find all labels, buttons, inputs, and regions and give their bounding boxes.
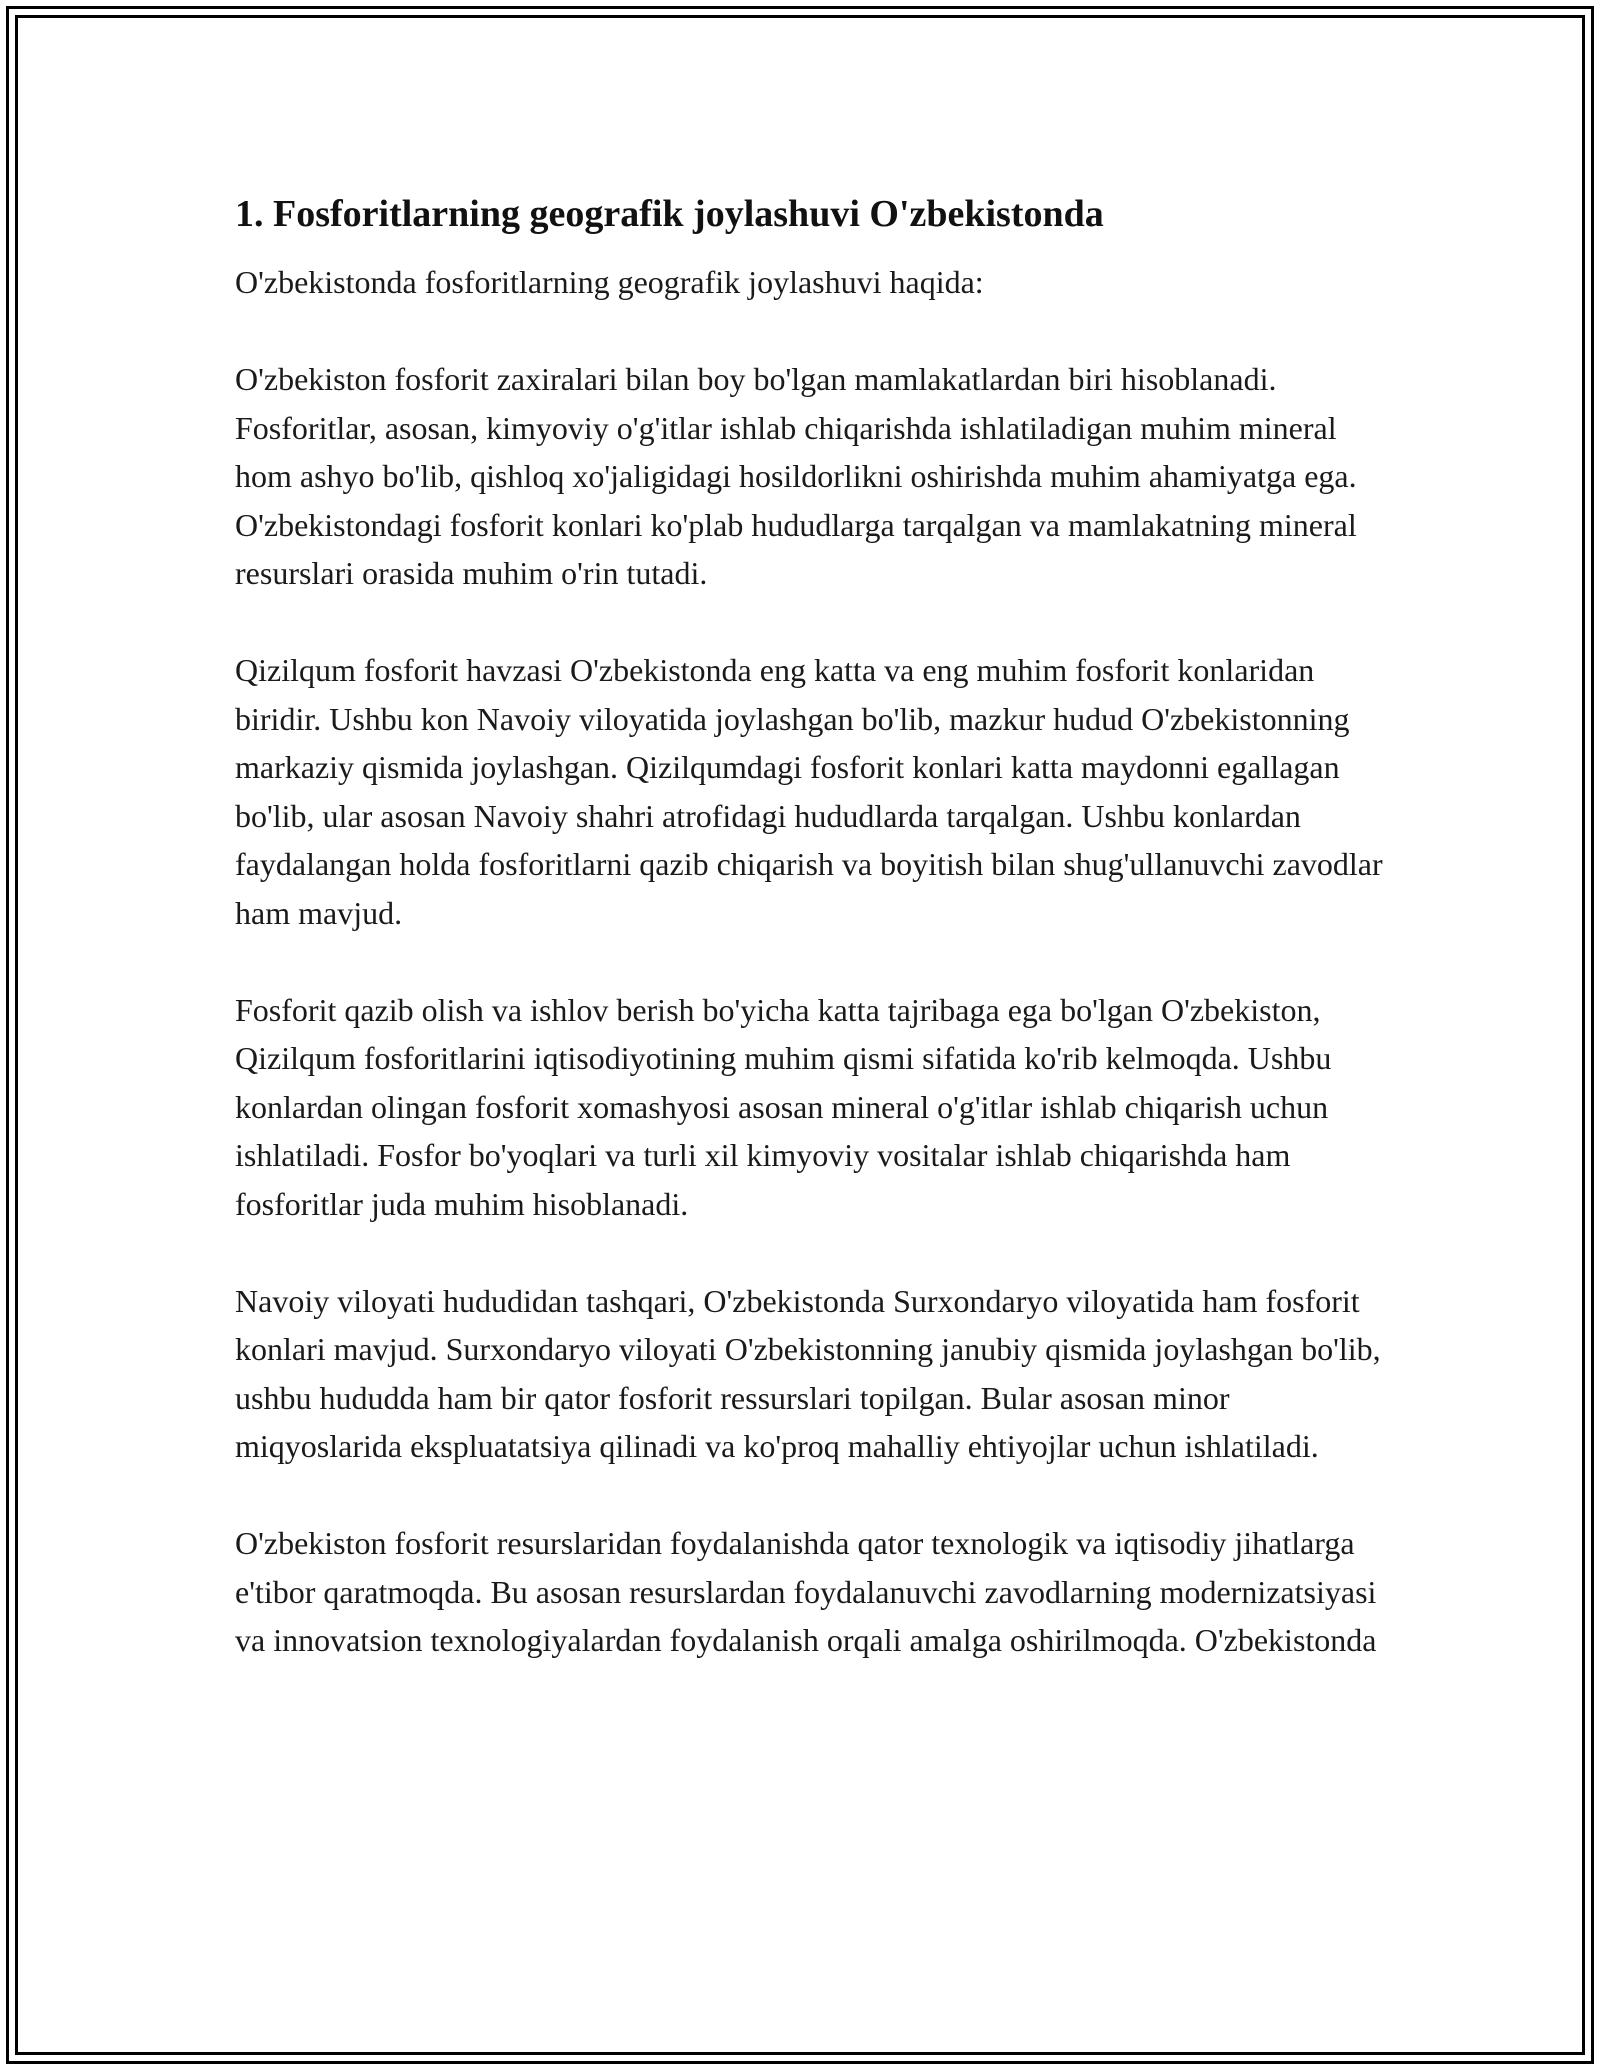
section-heading: 1. Fosforitlarning geografik joylashuvi O'zbekistonda (235, 193, 1104, 235)
paragraph-5: O'zbekiston fosforit resurslaridan foydalanishda qator texnologik va iqtisodiy jihatlarga e'tibor qaratmoqda. Bu asosan resurslardan foydalanuvchi zavodlarning modernizatsiyasi va innovatsion texnologiyalardan foydalanish orqali amalga oshirilmoqda. O'zbekistonda (235, 1525, 1377, 1658)
paragraph-1: O'zbekiston fosforit zaxiralari bilan boy bo'lgan mamlakatlardan biri hisoblanadi. Fosforitlar, asosan, kimyoviy o'g'itlar ishlab chiqarishda ishlatiladigan muhim mineral hom ashyo bo'lib, qishloq xo'jaligidagi hosildorlikni oshirishda muhim ahamiyatga ega. O'zbekistondagi fosforit konlari ko'plab hududlarga tarqalgan va mamlakatning mineral resurslari orasida muhim o'rin tutadi. (235, 361, 1357, 591)
paragraph-2: Qizilqum fosforit havzasi O'zbekistonda eng katta va eng muhim fosforit konlaridan biridir. Ushbu kon Navoiy viloyatida joylashgan bo'lib, mazkur hudud O'zbekistonning markaziy qismida joylashgan. Qizilqumdagi fosforit konlari katta maydonni egallagan bo'lib, ular asosan Navoiy shahri atrofidagi hududlarda tarqalgan. Ushbu konlardan faydalangan holda fosforitlarni qazib chiqarish va boyitish bilan shug'ullanuvchi zavodlar ham mavjud. (235, 652, 1383, 931)
paragraph-3: Fosforit qazib olish va ishlov berish bo'yicha katta tajribaga ega bo'lgan O'zbekiston, Qizilqum fosforitlarini iqtisodiyotining muhim qismi sifatida ko'rib kelmoqda. Ushbu konlardan olingan fosforit xomashyosi asosan mineral o'g'itlar ishlab chiqarish uchun ishlatiladi. Fosfor bo'yoqlari va turli xil kimyoviy vositalar ishlab chiqarishda ham fosforitlar juda muhim hisoblanadi. (235, 991, 1332, 1222)
intro-paragraph: O'zbekistonda fosforitlarning geografik joylashuvi haqida: (235, 264, 984, 300)
document-body (235, 188, 1385, 1713)
paragraph-4: Navoiy viloyati hududidan tashqari, O'zbekistonda Surxondaryo viloyatida ham fosforit konlari mavjud. Surxondaryo viloyati O'zbekistonning janubiy qismida joylashgan bo'lib, ushbu hududda ham bir qator fosforit ressurslari topilgan. Bular asosan minor miqyoslarida ekspluatatsiya qilinadi va ko'proq mahalliy ehtiyojlar uchun ishlatiladi. (235, 1282, 1381, 1464)
